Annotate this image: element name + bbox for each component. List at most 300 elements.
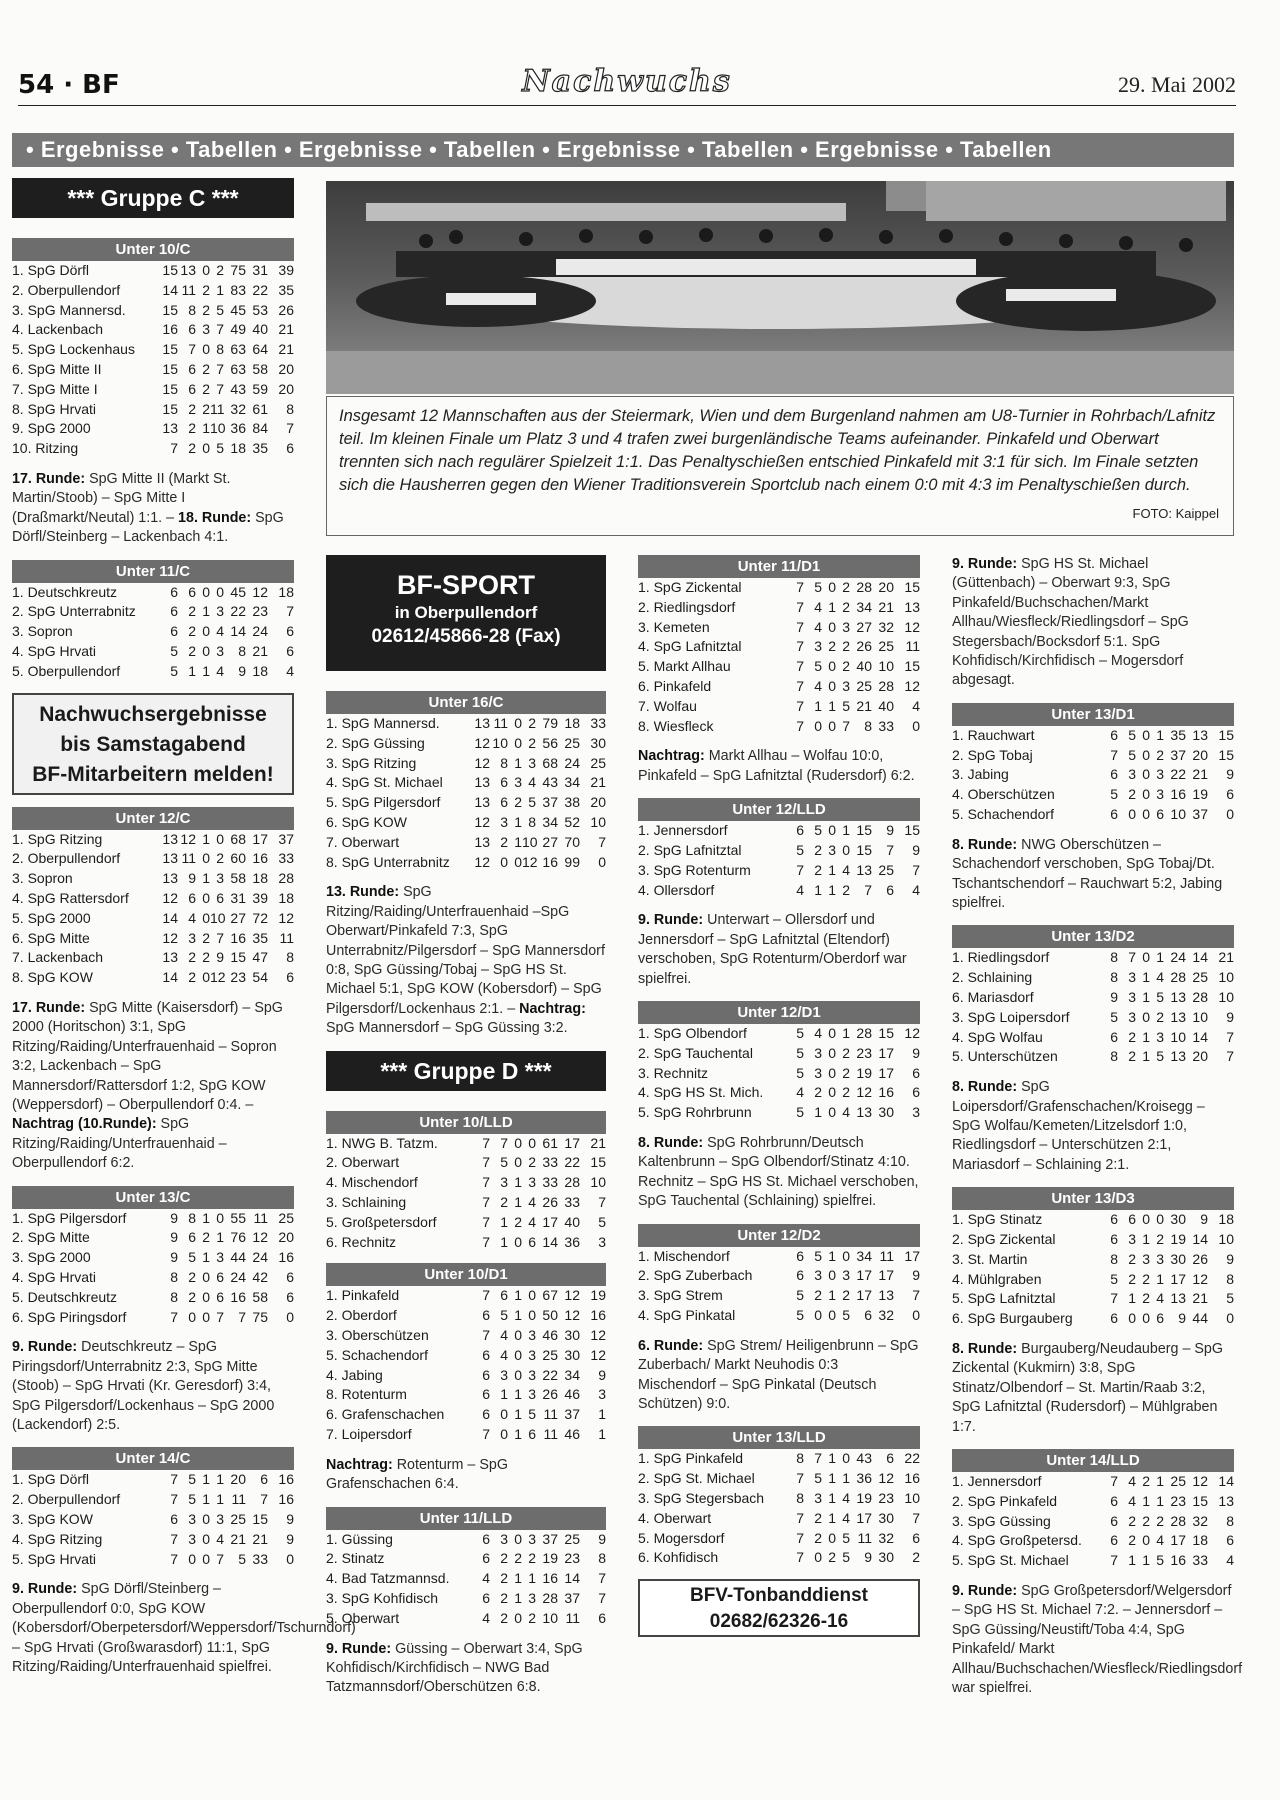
table-cell: 2	[188, 623, 196, 640]
table-cell: 3	[216, 1249, 224, 1266]
table-cell: 30	[1170, 1250, 1186, 1267]
table-cell: 26	[542, 1386, 558, 1403]
table-cell: 4	[500, 1346, 508, 1363]
table-cell: 2	[814, 1084, 822, 1101]
table-cell: 59	[252, 380, 268, 397]
table-row	[638, 578, 920, 598]
table-cell: 8	[598, 1550, 606, 1567]
table-cell: 0	[202, 909, 210, 926]
table-cell: 9	[1110, 989, 1118, 1006]
table-cell: 6	[1156, 1310, 1164, 1327]
table-cell: 15	[162, 301, 178, 318]
table-cell: 0	[216, 830, 224, 847]
table-cell: 6	[912, 1084, 920, 1101]
table-cell: 12	[162, 929, 178, 946]
match-report: 9. Runde: Deutschkreutz – SpG Piringsdorf/Unterrabnitz 2:3, SpG Mitte (Stoob) – SpG Hrvati (Kr. Geresdorf) 3:4, SpG Pilgersdorf/Lockenhaus – SpG 2000 (Lackendorf) 2:5.	[12, 1339, 275, 1434]
table-row	[12, 889, 294, 909]
table-cell: 6	[286, 642, 294, 659]
table-cell: 3	[528, 1174, 536, 1191]
league-table	[12, 560, 294, 682]
table-cell: 7	[216, 929, 224, 946]
table-row	[326, 1549, 606, 1569]
table-cell: 18	[1218, 1211, 1234, 1228]
table-cell: 0	[1128, 806, 1136, 823]
table-cell: 2	[842, 579, 850, 595]
table-cell: 0	[202, 889, 210, 906]
table-cell: 4	[1128, 1492, 1136, 1509]
table-cell: 1	[828, 1509, 836, 1526]
table-row	[638, 1509, 920, 1529]
table-cell: 24	[1170, 949, 1186, 966]
table-cell: 35	[1170, 726, 1186, 743]
table-cell: 5	[1128, 746, 1136, 763]
table-cell: 2	[1128, 1512, 1136, 1529]
table-cell: 0	[1226, 806, 1234, 823]
table-cell: 5	[500, 1307, 508, 1324]
table-cell: 1	[514, 1307, 522, 1324]
table-cell: 13	[856, 1104, 872, 1121]
team-name: 2. Oberpullendorf	[12, 281, 121, 298]
table-row	[638, 1266, 920, 1286]
table-cell: 3	[500, 1530, 508, 1547]
table-cell: 0	[1142, 1532, 1150, 1549]
table-row	[12, 1510, 294, 1530]
team-name: 6. Kohfidisch	[638, 1549, 719, 1566]
table-cell: 18	[252, 870, 268, 887]
table-row	[12, 419, 294, 439]
table-cell: 23	[564, 1550, 580, 1567]
table-title: Unter 13/D2	[952, 925, 1234, 948]
table-cell: 14	[564, 1570, 580, 1587]
table-row	[12, 1288, 294, 1308]
table-cell: 0	[814, 1549, 822, 1566]
table-cell: 13	[1170, 1008, 1186, 1025]
table-cell: 6	[286, 1269, 294, 1285]
table-cell: 6	[170, 603, 178, 620]
table-cell: 6	[286, 1288, 294, 1305]
team-name: 4. SpG Großpetersd.	[952, 1532, 1082, 1549]
table-cell: 25	[230, 1511, 246, 1528]
table-cell: 6	[528, 1425, 536, 1442]
group-d-heading: *** Gruppe D ***	[326, 1051, 606, 1091]
table-cell: 17	[542, 1213, 558, 1230]
table-cell: 5	[500, 1154, 508, 1171]
table-cell: 10	[522, 833, 538, 850]
table-cell: 26	[542, 1194, 558, 1211]
table-cell: 5	[796, 1025, 804, 1041]
team-name: 6. SpG KOW	[326, 813, 407, 830]
team-name: 9. SpG 2000	[12, 420, 91, 437]
table-cell: 15	[162, 380, 178, 397]
table-row	[952, 746, 1234, 766]
table-row	[12, 281, 294, 301]
table-row	[952, 968, 1234, 988]
table-cell: 34	[856, 1247, 872, 1264]
table-cell: 2	[1142, 1473, 1150, 1490]
table-row	[326, 1589, 606, 1609]
table-row	[638, 1469, 920, 1489]
table-cell: 7	[216, 321, 224, 338]
table-cell: 0	[202, 1269, 210, 1285]
table-cell: 12	[474, 734, 490, 751]
table-row	[12, 583, 294, 603]
table-cell: 5	[1156, 1048, 1164, 1065]
table-cell: 49	[230, 321, 246, 338]
table-cell: 6	[216, 889, 224, 906]
table-cell: 23	[252, 603, 268, 620]
table-cell: 5	[188, 1491, 196, 1508]
table-cell: 25	[1192, 969, 1208, 986]
table-cell: 5	[528, 1406, 536, 1423]
team-name: 3. St. Martin	[952, 1250, 1028, 1267]
table-cell: 6	[188, 321, 196, 338]
team-name: 4. Jabing	[326, 1366, 383, 1383]
table-cell: 0	[828, 1044, 836, 1061]
table-row	[638, 1529, 920, 1549]
table-cell: 23	[230, 969, 246, 986]
table-cell: 6	[482, 1530, 490, 1547]
team-name: 8. Rotenturm	[326, 1386, 407, 1403]
table-cell: 20	[278, 360, 294, 377]
table-cell: 0	[202, 583, 210, 600]
team-name: 2. Oberwart	[326, 1154, 400, 1171]
table-cell: 1	[188, 662, 196, 679]
table-cell: 14	[1192, 1028, 1208, 1045]
table-cell: 3	[1128, 989, 1136, 1006]
table-row	[638, 861, 920, 881]
table-cell: 6	[598, 1609, 606, 1626]
table-cell: 6	[886, 881, 894, 898]
team-name: 5. Schachendorf	[326, 1346, 428, 1363]
table-cell: 7	[482, 1154, 490, 1171]
table-cell: 7	[286, 603, 294, 620]
table-cell: 6	[912, 1064, 920, 1081]
team-name: 3. SpG Mannersd.	[12, 301, 126, 318]
table-cell: 1	[514, 833, 522, 850]
table-row	[12, 1470, 294, 1490]
table-cell: 25	[278, 1209, 294, 1226]
team-name: 7. Lackenbach	[12, 949, 104, 966]
table-cell: 6	[500, 794, 508, 811]
table-title: Unter 14/C	[12, 1447, 294, 1470]
team-name: 1. Rauchwart	[952, 726, 1035, 743]
table-cell: 13	[1192, 726, 1208, 743]
table-cell: 79	[542, 715, 558, 731]
table-cell: 0	[828, 658, 836, 675]
team-name: 2. Oberpullendorf	[12, 850, 121, 867]
table-cell: 8	[796, 1450, 804, 1467]
table-cell: 0	[828, 618, 836, 635]
table-cell: 17	[1170, 1532, 1186, 1549]
table-cell: 7	[796, 658, 804, 675]
table-cell: 30	[564, 1327, 580, 1343]
table-row	[12, 1490, 294, 1510]
table-cell: 12	[474, 813, 490, 830]
table-cell: 7	[1110, 1473, 1118, 1490]
table-row	[638, 1103, 920, 1123]
table-cell: 30	[878, 1549, 894, 1566]
table-cell: 13	[1218, 1492, 1234, 1509]
table-cell: 1	[828, 1470, 836, 1487]
table-cell: 27	[542, 833, 558, 850]
table-cell: 4	[814, 677, 822, 694]
table-cell: 2	[912, 1549, 920, 1566]
table-row	[12, 301, 294, 321]
table-row	[952, 785, 1234, 805]
table-row	[12, 439, 294, 459]
table-cell: 11	[493, 715, 508, 731]
table-row	[638, 637, 920, 657]
team-name: 4. Oberwart	[638, 1509, 712, 1526]
table-cell: 2	[202, 380, 210, 397]
table-cell: 0	[842, 1247, 850, 1264]
table-cell: 5	[170, 642, 178, 659]
table-cell: 12	[210, 969, 226, 986]
team-name: 4. SpG Wolfau	[952, 1028, 1043, 1045]
match-report: 9. Runde: Güssing – Oberwart 3:4, SpG Kohfidisch/Kirchfidisch – NWG Bad Tatzmannsdorf/Oberschützen 6:8.	[326, 1640, 583, 1696]
table-cell: 2	[188, 440, 196, 457]
table-cell: 17	[252, 830, 268, 847]
team-name: 1. Riedlingsdorf	[952, 949, 1050, 966]
table-cell: 4	[188, 909, 196, 926]
team-name: 8. SpG Unterrabnitz	[326, 853, 450, 870]
table-cell: 14	[1218, 1473, 1234, 1490]
table-cell: 7	[598, 1570, 606, 1587]
table-cell: 22	[230, 603, 246, 620]
table-cell: 6	[482, 1589, 490, 1606]
table-cell: 0	[528, 1134, 536, 1151]
table-cell: 3	[912, 1104, 920, 1121]
league-table	[326, 691, 606, 872]
table-cell: 0	[286, 1308, 294, 1325]
table-cell: 27	[856, 618, 872, 635]
team-name: 3. SpG Stegersbach	[638, 1490, 765, 1507]
table-cell: 6	[1226, 1532, 1234, 1549]
table-cell: 1	[1142, 1492, 1150, 1509]
table-row	[326, 1153, 606, 1173]
table-cell: 45	[230, 301, 246, 318]
table-cell: 0	[814, 1307, 822, 1323]
table-cell: 23	[1170, 1492, 1186, 1509]
table-cell: 8	[1110, 949, 1118, 966]
table-cell: 45	[230, 583, 246, 600]
table-cell: 3	[814, 1490, 822, 1507]
team-name: 2. SpG Zuberbach	[638, 1267, 753, 1284]
table-cell: 1	[1156, 1492, 1164, 1509]
table-cell: 5	[1110, 1270, 1118, 1287]
team-name: 2. SpG Lafnitztal	[638, 841, 742, 858]
table-cell: 16	[252, 850, 268, 867]
table-cell: 68	[230, 830, 246, 847]
table-cell: 0	[202, 642, 210, 659]
table-cell: 0	[828, 717, 836, 734]
table-row	[326, 714, 606, 734]
table-row	[952, 1512, 1234, 1532]
table-cell: 4	[842, 1509, 850, 1526]
table-cell: 0	[598, 853, 606, 870]
table-cell: 0	[202, 1511, 210, 1528]
table-cell: 7	[796, 618, 804, 635]
table-cell: 12	[1192, 1270, 1208, 1287]
table-cell: 13	[474, 715, 490, 731]
table-row	[952, 1028, 1234, 1048]
table-cell: 15	[1218, 726, 1234, 743]
table-cell: 1	[842, 822, 850, 839]
league-table	[326, 1263, 606, 1444]
table-cell: 6	[1110, 1231, 1118, 1248]
group-photo-image	[326, 181, 1234, 394]
team-name: 1. SpG Pinkafeld	[638, 1450, 744, 1467]
table-cell: 0	[188, 1308, 196, 1325]
table-cell: 64	[252, 341, 268, 358]
table-cell: 28	[542, 1589, 558, 1606]
table-cell: 1	[514, 1194, 522, 1211]
table-cell: 13	[162, 830, 178, 847]
table-row	[952, 1250, 1234, 1270]
table-row	[952, 1230, 1234, 1250]
table-cell: 0	[500, 853, 508, 870]
table-cell: 4	[1156, 1290, 1164, 1307]
table-cell: 2	[1156, 1512, 1164, 1529]
table-cell: 76	[230, 1229, 246, 1246]
table-cell: 3	[514, 774, 522, 791]
table-cell: 6	[1110, 726, 1118, 743]
match-report: 9. Runde: Unterwart – Ollersdorf und Jennersdorf – SpG Lafnitztal (Eltendorf) verschoben, SpG Rotenturm/Oberdorf war spielfrei.	[638, 912, 907, 987]
table-cell: 6	[170, 623, 178, 640]
table-cell: 12	[904, 1025, 920, 1041]
table-title: Unter 11/LLD	[326, 1507, 606, 1530]
team-name: 3. Kemeten	[638, 618, 710, 635]
table-cell: 6	[1226, 786, 1234, 803]
table-row	[638, 717, 920, 737]
table-row	[952, 1210, 1234, 1230]
league-table	[12, 1447, 294, 1569]
table-cell: 28	[878, 677, 894, 694]
table-cell: 37	[1192, 806, 1208, 823]
table-cell: 16	[278, 1491, 294, 1508]
table-cell: 2	[500, 1609, 508, 1626]
match-report: 8. Runde: SpG Loipersdorf/Grafenschachen/Kroisegg – SpG Wolfau/Kemeten/Litzelsdorf 1:0, Riedlingsdorf – Unterschützen 2:1, Mariasdorf – Schlaining 2:1.	[952, 1079, 1205, 1173]
table-cell: 12	[590, 1346, 606, 1363]
table-cell: 10	[542, 1609, 558, 1626]
table-cell: 2	[1128, 786, 1136, 803]
table-cell: 15	[162, 262, 178, 278]
table-cell: 9	[170, 1209, 178, 1226]
table-cell: 9	[170, 1249, 178, 1266]
match-report: Nachtrag: Rotenturm – SpG Grafenschachen 6:4.	[326, 1456, 508, 1493]
table-title: Unter 12/LLD	[638, 798, 920, 821]
table-cell: 6	[188, 380, 196, 397]
table-cell: 3	[598, 1386, 606, 1403]
table-title: Unter 14/LLD	[952, 1449, 1234, 1472]
table-cell: 15	[856, 841, 872, 858]
table-cell: 32	[1192, 1512, 1208, 1529]
table-cell: 7	[482, 1174, 490, 1191]
match-report: 8. Runde: NWG Oberschützen – Schachendorf verschoben, SpG Tobaj/Dt. Tschantschendorf – Rauchwart 5:2, Jabing spielfrei.	[952, 836, 1223, 912]
table-cell: 34	[856, 598, 872, 615]
table-cell: 21	[1192, 1290, 1208, 1307]
team-name: 4. Lackenbach	[12, 321, 104, 338]
table-cell: 2	[842, 638, 850, 655]
table-cell: 12	[590, 1327, 606, 1343]
table-title: Unter 13/LLD	[638, 1426, 920, 1449]
table-cell: 32	[878, 618, 894, 635]
table-cell: 12	[1192, 1473, 1208, 1490]
table-cell: 18	[278, 889, 294, 906]
table-cell: 2	[842, 1064, 850, 1081]
table-cell: 1	[202, 1209, 210, 1226]
table-cell: 2	[188, 420, 196, 437]
table-cell: 2	[188, 949, 196, 966]
table-row	[12, 909, 294, 929]
team-name: 6. Mariasdorf	[952, 989, 1034, 1006]
table-cell: 6	[796, 1247, 804, 1264]
table-cell: 4	[1128, 1473, 1136, 1490]
table-cell: 8	[528, 813, 536, 830]
table-cell: 4	[1226, 1552, 1234, 1569]
table-cell: 2	[514, 1213, 522, 1230]
table-cell: 4	[216, 662, 224, 679]
table-cell: 7	[796, 1529, 804, 1546]
table-cell: 61	[542, 1134, 558, 1151]
table-cell: 1	[1128, 1290, 1136, 1307]
table-cell: 21	[590, 774, 606, 791]
table-cell: 5	[216, 440, 224, 457]
table-cell: 6	[216, 1269, 224, 1285]
team-name: 6. Rechnitz	[326, 1233, 397, 1250]
table-cell: 0	[814, 717, 822, 734]
table-cell: 11	[565, 1609, 580, 1626]
table-cell: 4	[912, 697, 920, 714]
table-row	[326, 1405, 606, 1425]
table-cell: 7	[170, 440, 178, 457]
table-cell: 2	[842, 1044, 850, 1061]
table-cell: 0	[828, 1529, 836, 1546]
table-cell: 30	[590, 734, 606, 751]
table-cell: 3	[814, 1064, 822, 1081]
table-cell: 16	[230, 1288, 246, 1305]
table-cell: 14	[1192, 949, 1208, 966]
team-name: 5. SpG Pilgersdorf	[326, 794, 441, 811]
table-cell: 40	[856, 658, 872, 675]
table-cell: 1	[202, 420, 210, 437]
table-row	[952, 1008, 1234, 1028]
table-cell: 37	[1170, 746, 1186, 763]
table-cell: 3	[814, 1267, 822, 1284]
match-report: 13. Runde: SpG Ritzing/Raiding/Unterfrauenhaid –SpG Oberwart/Pinkafeld 7:3, SpG Unterrabnitz/Pilgersdorf – SpG Mannersdorf 0:8, SpG Güssing/Tobaj – SpG HS St. Michael 5:1, SpG KOW (Kobersdorf) – SpG Pilgersdorf/Lockenhaus 2:1. – Nachtrag: SpG Mannersdorf – SpG Güssing 3:2.	[326, 884, 605, 1037]
table-row	[326, 853, 606, 873]
table-cell: 18	[564, 715, 580, 731]
table-cell: 3	[500, 813, 508, 830]
team-name: 3. Schlaining	[326, 1194, 407, 1211]
table-cell: 0	[514, 1233, 522, 1250]
table-cell: 0	[1142, 786, 1150, 803]
notice-box: Nachwuchsergebnisse bis Samstagabend BF-Mitarbeitern melden!	[12, 693, 294, 795]
table-cell: 12	[252, 583, 268, 600]
table-cell: 9	[864, 1549, 872, 1566]
table-cell: 9	[170, 1229, 178, 1246]
table-cell: 20	[230, 1471, 246, 1488]
table-cell: 0	[202, 969, 210, 986]
table-cell: 6	[886, 1450, 894, 1467]
table-cell: 4	[842, 1490, 850, 1507]
table-cell: 6	[286, 623, 294, 640]
table-cell: 0	[828, 1307, 836, 1323]
table-cell: 3	[842, 677, 850, 694]
table-cell: 16	[878, 1084, 894, 1101]
team-name: 2. SpG Tobaj	[952, 746, 1033, 763]
table-cell: 5	[796, 1287, 804, 1304]
